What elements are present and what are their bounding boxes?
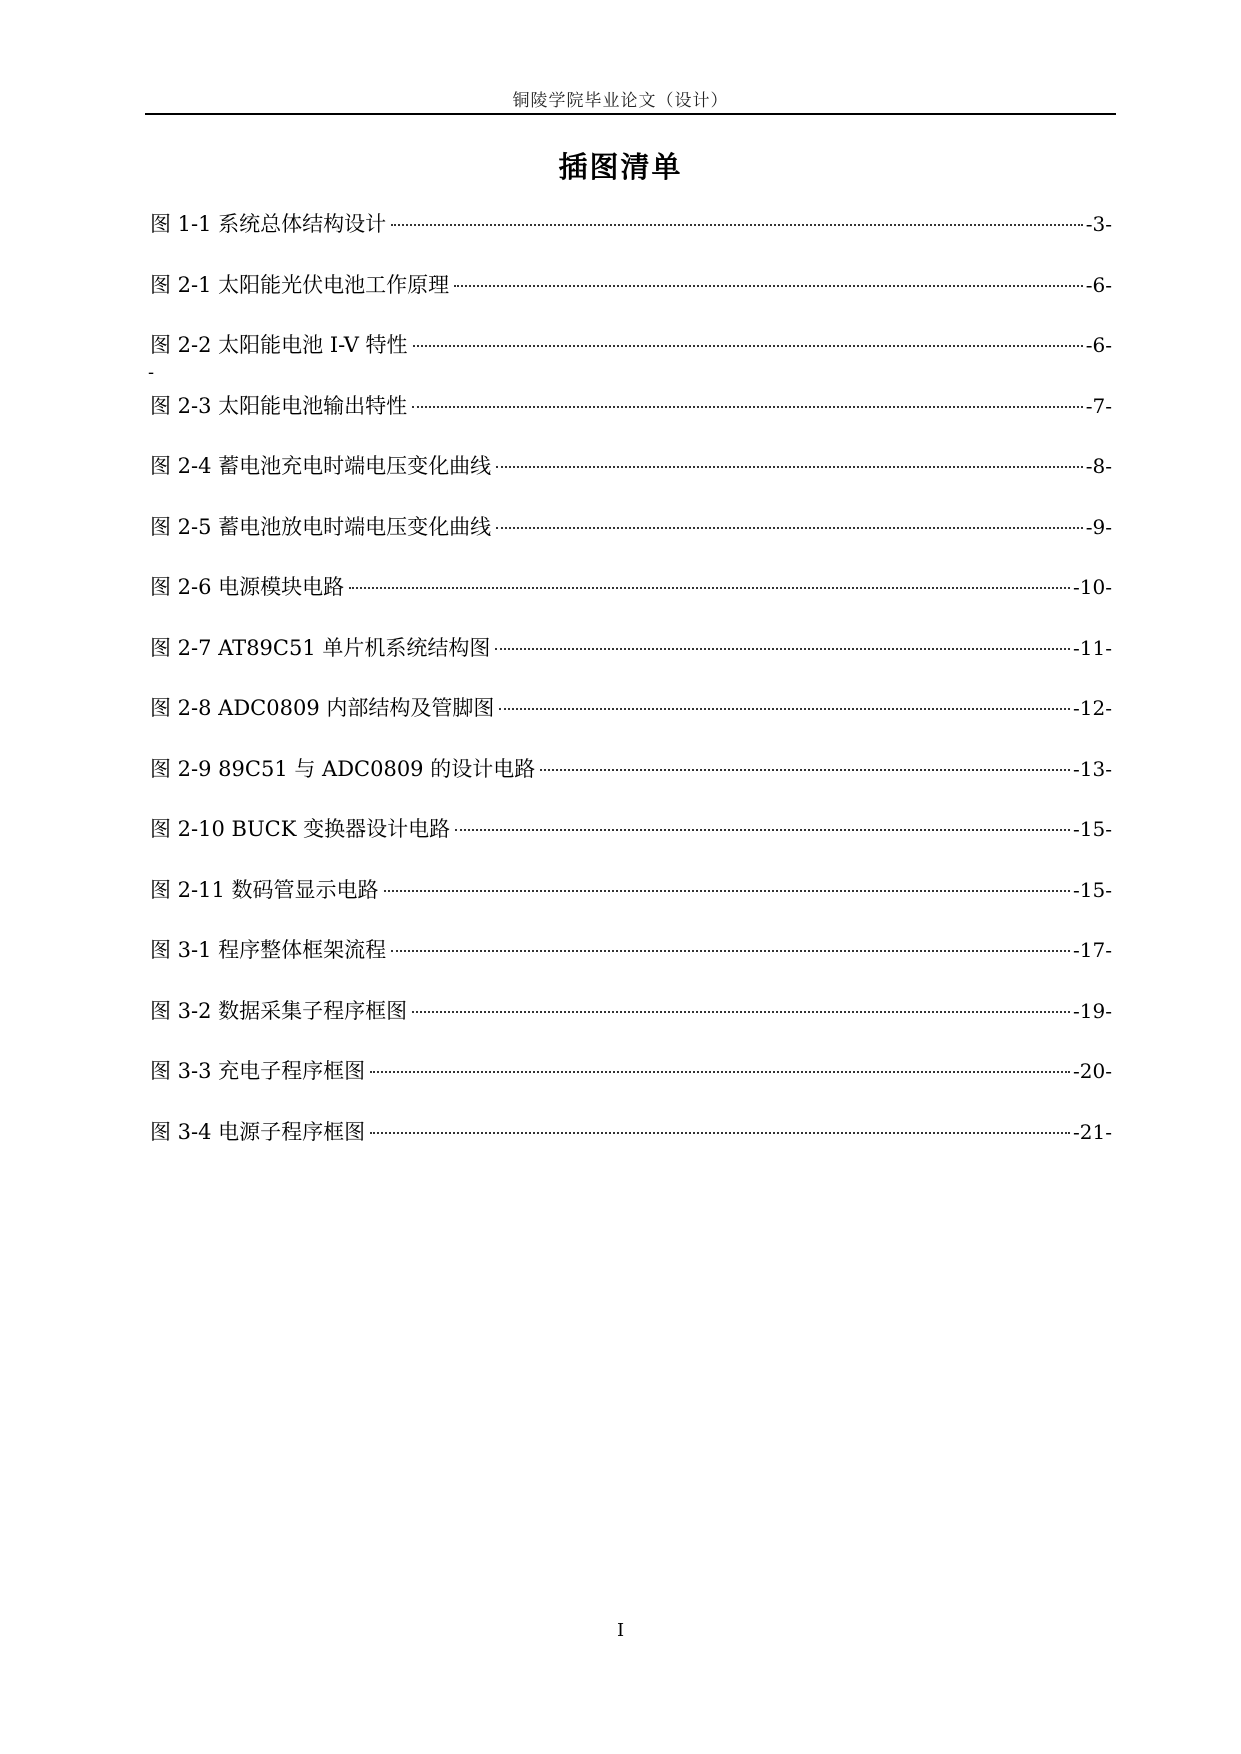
figure-label: 图 3-2 数据采集子程序框图 bbox=[150, 998, 408, 1023]
dot-leader bbox=[370, 1132, 1070, 1134]
dot-leader bbox=[384, 890, 1071, 892]
dot-leader bbox=[412, 406, 1083, 408]
figure-list-item[interactable] bbox=[150, 1116, 1112, 1177]
figure-label: 图 2-7 AT89C51 单片机系统结构图 bbox=[150, 635, 491, 660]
figure-list-item[interactable] bbox=[150, 692, 1112, 753]
figure-label: 图 3-3 充电子程序框图 bbox=[150, 1059, 366, 1083]
dot-leader bbox=[499, 708, 1070, 710]
figure-list-item[interactable] bbox=[150, 511, 1112, 572]
figure-label: 图 2-11 数码管显示电路 bbox=[150, 877, 379, 902]
figure-list-item[interactable] bbox=[150, 1055, 1112, 1116]
figure-list-item[interactable] bbox=[150, 390, 1112, 451]
dot-leader bbox=[391, 224, 1083, 226]
figure-label: 图 3-4 电源子程序框图 bbox=[150, 1119, 366, 1144]
header-rule bbox=[145, 113, 1116, 115]
figure-page-number: -13- bbox=[1073, 756, 1112, 781]
figure-page-number: -17- bbox=[1073, 938, 1112, 962]
figure-list-item[interactable] bbox=[150, 450, 1112, 511]
figure-page-number: -21- bbox=[1073, 1119, 1112, 1144]
dot-leader bbox=[455, 829, 1070, 831]
figure-label: 图 1-1 系统总体结构设计 bbox=[150, 212, 387, 236]
figure-label: 图 3-1 程序整体框架流程 bbox=[150, 938, 387, 962]
dot-leader bbox=[495, 648, 1070, 650]
figure-list-item[interactable] bbox=[150, 753, 1112, 814]
figure-list-item[interactable] bbox=[150, 995, 1112, 1056]
figure-page-number: -7- bbox=[1085, 393, 1112, 418]
figure-label: 图 2-6 电源模块电路 bbox=[150, 575, 345, 599]
figure-page-number: -12- bbox=[1073, 696, 1112, 720]
figure-list-item[interactable] bbox=[150, 329, 1112, 390]
figure-page-number: -15- bbox=[1073, 817, 1112, 841]
figure-page-number: -3- bbox=[1085, 212, 1112, 236]
stray-hyphen: - bbox=[148, 362, 155, 383]
figure-list-item[interactable] bbox=[150, 632, 1112, 693]
page-title: 插图清单 bbox=[558, 150, 683, 184]
figure-page-number: -8- bbox=[1085, 454, 1112, 478]
dot-leader bbox=[370, 1071, 1070, 1073]
figure-label: 图 2-8 ADC0809 内部结构及管脚图 bbox=[150, 696, 495, 720]
figure-label: 图 2-2 太阳能电池 I-V 特性 bbox=[150, 333, 408, 357]
figure-list-item[interactable] bbox=[150, 208, 1112, 269]
figure-label: 图 2-9 89C51 与 ADC0809 的设计电路 bbox=[150, 756, 536, 781]
figure-page-number: -6- bbox=[1085, 272, 1112, 297]
figure-page-number: -19- bbox=[1073, 998, 1112, 1023]
figure-page-number: -20- bbox=[1073, 1059, 1112, 1083]
figure-label: 图 2-1 太阳能光伏电池工作原理 bbox=[150, 272, 450, 297]
dot-leader bbox=[496, 466, 1083, 468]
dot-leader bbox=[349, 587, 1070, 589]
figure-list-item[interactable] bbox=[150, 874, 1112, 935]
dot-leader bbox=[391, 950, 1070, 952]
figure-page-number: -6- bbox=[1085, 333, 1112, 357]
figure-page-number: -9- bbox=[1085, 514, 1112, 539]
figure-list-item[interactable] bbox=[150, 571, 1112, 632]
figure-label: 图 2-4 蓄电池充电时端电压变化曲线 bbox=[150, 454, 492, 478]
figure-label: 图 2-5 蓄电池放电时端电压变化曲线 bbox=[150, 514, 492, 539]
dot-leader bbox=[540, 769, 1070, 771]
figure-label: 图 2-10 BUCK 变换器设计电路 bbox=[150, 817, 451, 841]
dot-leader bbox=[454, 285, 1083, 287]
running-header: 铜陵学院毕业论文（设计） bbox=[512, 91, 729, 111]
dot-leader bbox=[496, 527, 1083, 529]
figure-list-item[interactable] bbox=[150, 934, 1112, 995]
figure-page-number: -11- bbox=[1073, 635, 1112, 660]
dot-leader bbox=[413, 345, 1083, 347]
page-number: I bbox=[616, 1620, 625, 1641]
figure-label: 图 2-3 太阳能电池输出特性 bbox=[150, 393, 408, 418]
figure-page-number: -15- bbox=[1073, 877, 1112, 902]
figure-list-item[interactable] bbox=[150, 813, 1112, 874]
dot-leader bbox=[412, 1011, 1070, 1013]
figure-page-number: -10- bbox=[1073, 575, 1112, 599]
figure-list-item[interactable] bbox=[150, 269, 1112, 330]
figure-list bbox=[150, 208, 1112, 1176]
